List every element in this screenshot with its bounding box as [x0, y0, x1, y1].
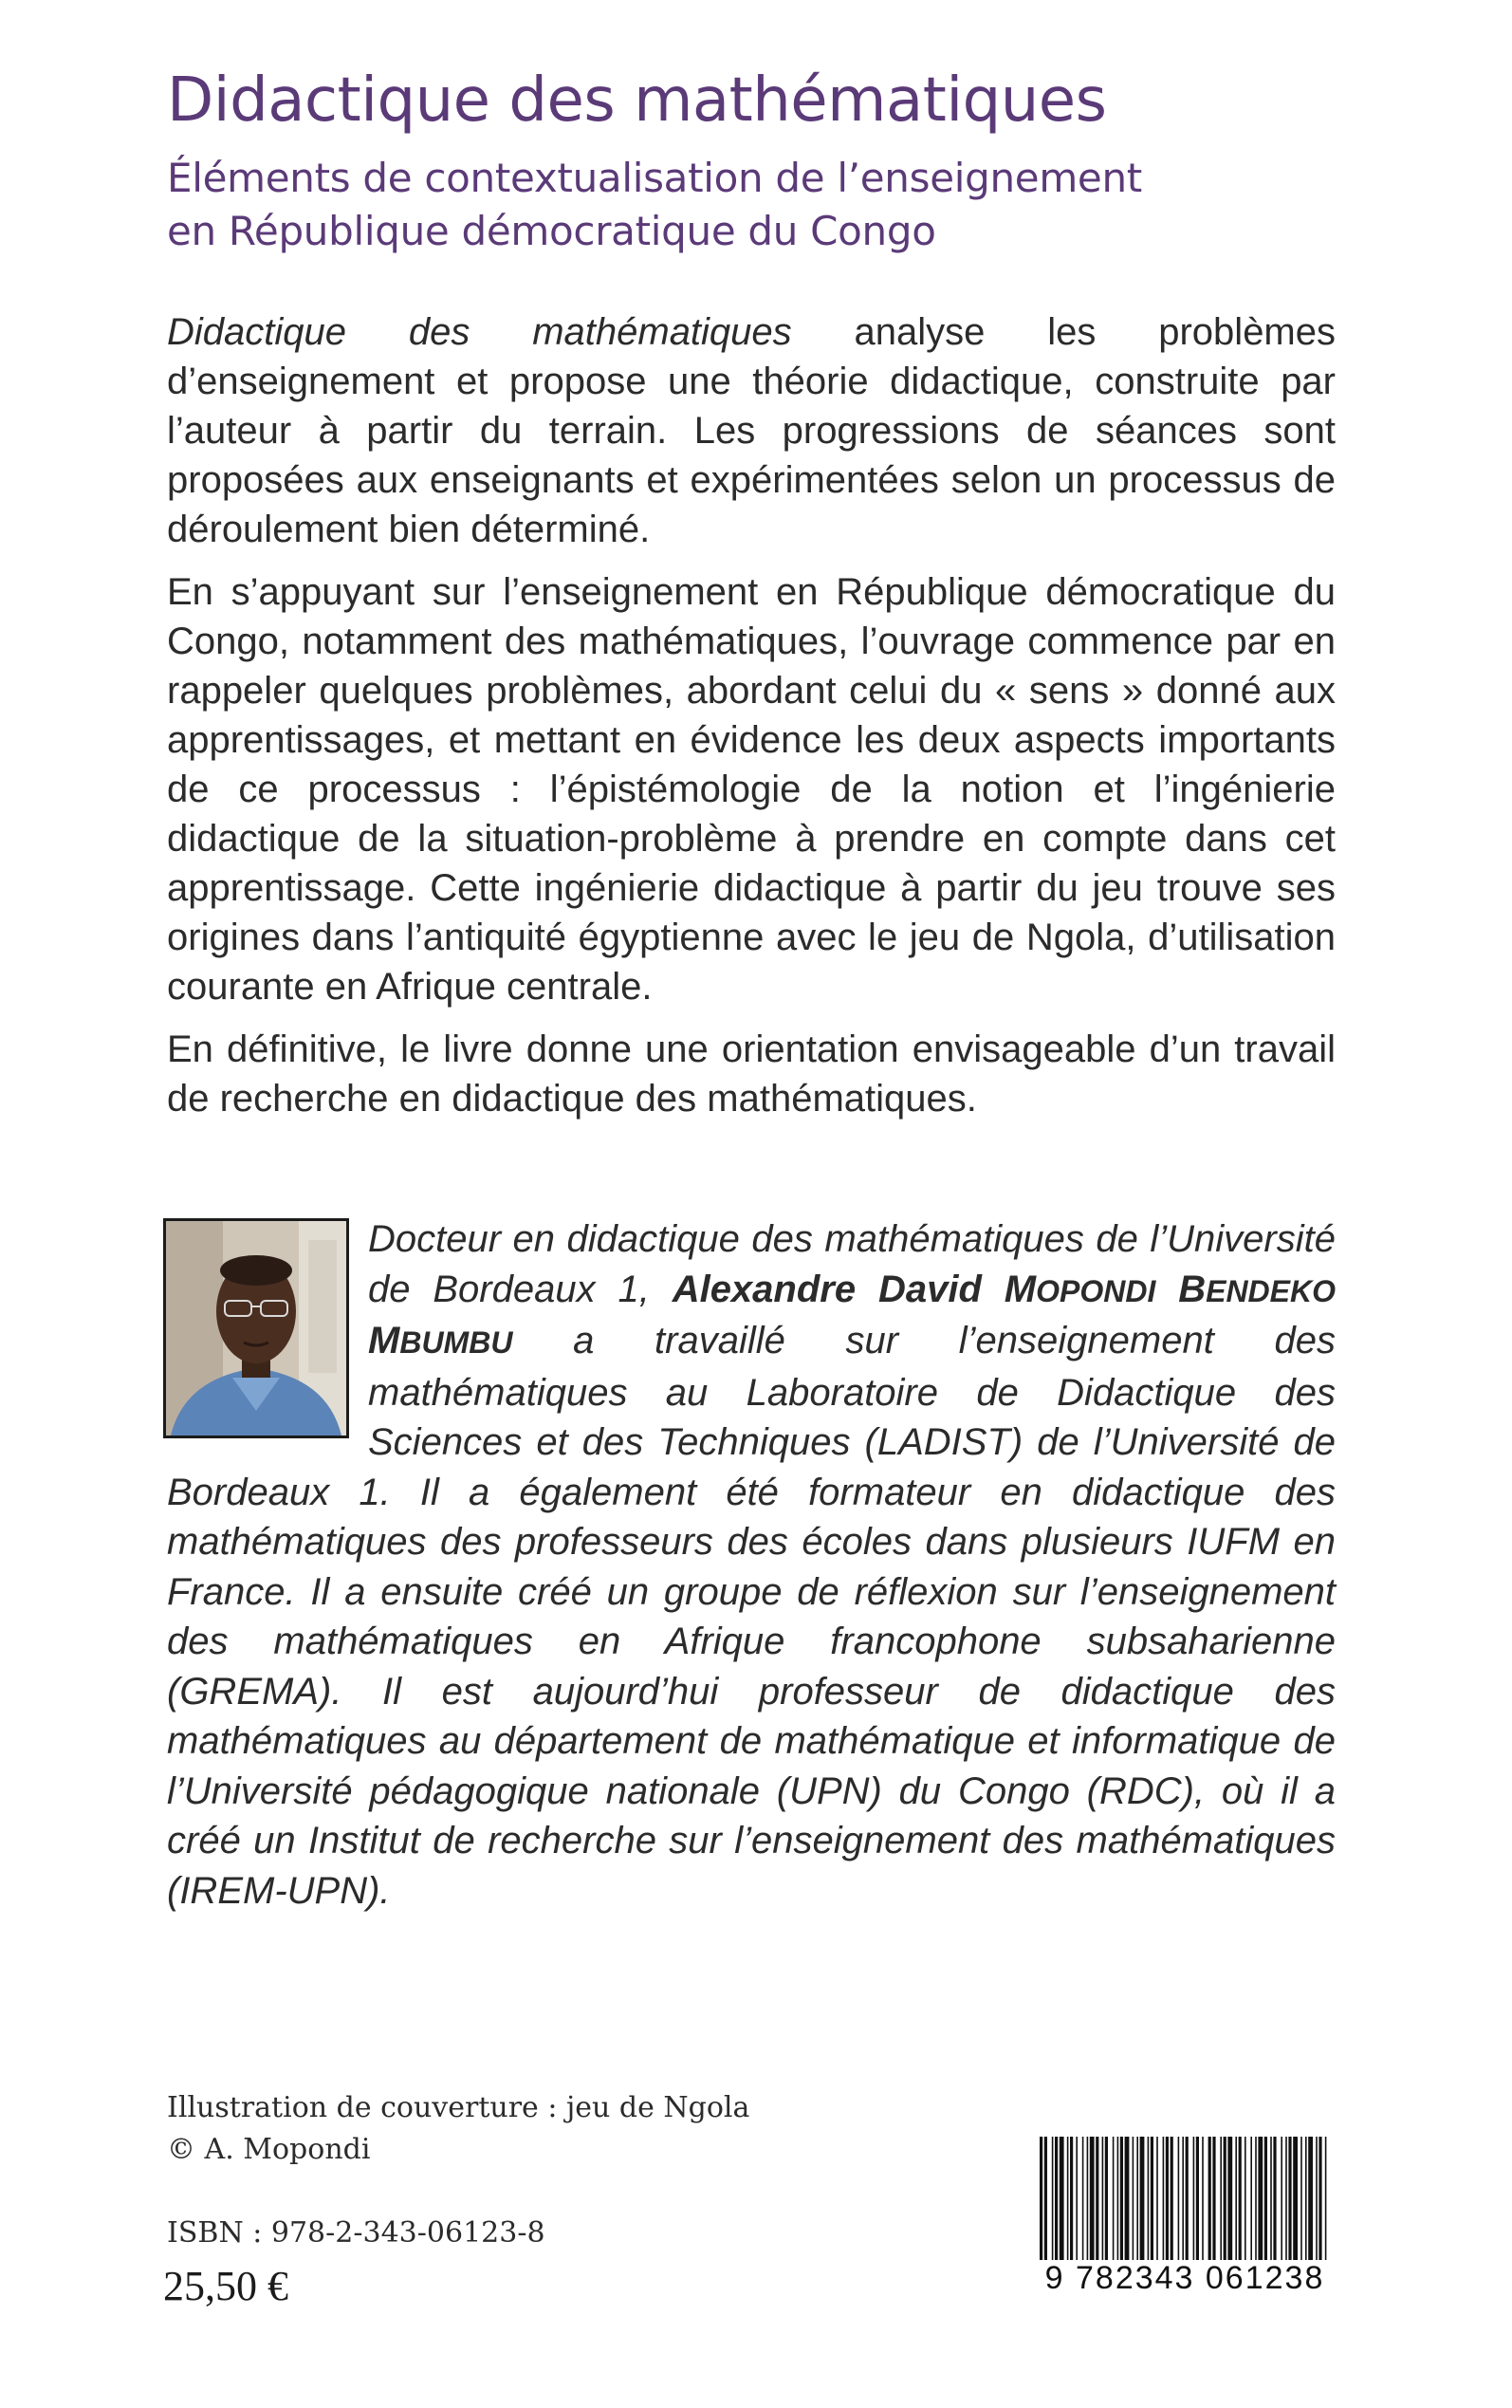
barcode-bar [1288, 2137, 1291, 2260]
barcode-bar [1202, 2137, 1204, 2260]
barcode-bar [1090, 2137, 1095, 2260]
barcode-bar [1148, 2137, 1150, 2260]
book-title: Didactique des mathématiques [167, 65, 1107, 136]
barcode [1034, 2137, 1336, 2304]
barcode-bar [1117, 2137, 1119, 2260]
barcode-bar [1318, 2137, 1321, 2260]
barcode-bar [1264, 2137, 1267, 2260]
barcode-bar [1208, 2137, 1211, 2260]
barcode-bar [1113, 2137, 1115, 2260]
bio-body: a travaillé sur l’enseignement des mathématiques au Laboratoire de Didactique des Sciences et des Techniques (LADIST) de l’Université de Bordeaux 1. Il a également été formateur en didactique des mathématiques des professeurs des écoles dans plusieurs IUFM en France. Il a ensuite créé un groupe de réflexion sur l’enseignement des mathématiques en Afrique francophone subsaharienne (GREMA). Il est aujourd’hui professeur de didactique des mathématiques au département de mathématique et informatique de l’Université pédagogique nationale (UPN) du Congo (RDC), où il a créé un Institut de recherche sur l’enseignement des mathématiques (IREM-UPN). [167, 1320, 1336, 1912]
barcode-bar [1300, 2137, 1302, 2260]
barcode-bar [1258, 2137, 1263, 2260]
barcode-bar [1070, 2137, 1073, 2260]
barcode-bar [1060, 2137, 1064, 2260]
barcode-bar [1235, 2137, 1237, 2260]
description-book-title: Didactique des mathématiques [167, 311, 792, 353]
barcode-bar [1105, 2137, 1108, 2260]
barcode-bar [1087, 2137, 1089, 2260]
barcode-bar [1136, 2137, 1138, 2260]
barcode-bar [1156, 2137, 1158, 2260]
barcode-bar [1076, 2137, 1078, 2260]
cover-credits [167, 2087, 749, 2171]
isbn: ISBN : 978-2-343-06123-8 [167, 2216, 545, 2250]
barcode-bar [1055, 2137, 1058, 2260]
barcode-bar [1239, 2137, 1242, 2260]
photo-spacer [167, 1214, 368, 1463]
barcode-bar [1082, 2137, 1084, 2260]
barcode-bar [1120, 2137, 1123, 2260]
author-name: Alexandre David MOPONDI BENDEKO MBUMBU [368, 1268, 1336, 1361]
subtitle-line-2: en République démocratique du Congo [167, 208, 936, 254]
barcode-bars [1034, 2137, 1336, 2260]
author-biography [167, 1214, 1336, 1916]
barcode-bar [1182, 2137, 1184, 2260]
barcode-bar [1250, 2137, 1252, 2260]
barcode-bar [1193, 2137, 1195, 2260]
description-paragraph-2: En s’appuyant sur l’enseignement en République démocratique du Congo, notamment des mathématiques, l’ouvrage commence par en rappeler quelques problèmes, abordant celui du « sens » donné aux apprentissages, et mettant en évidence les deux aspects importants de ce processus : l’épistémologie de la notion et l’ingénierie didactique de la situation-problème à prendre en compte dans cet apprentissage. Cette ingénierie didactique à partir du jeu trouve ses origines dans l’antiquité égyptienne avec le jeu de Ngola, d’utilisation courante en Afrique centrale. [167, 571, 1336, 1008]
barcode-bar [1305, 2137, 1307, 2260]
barcode-bar [1163, 2137, 1165, 2260]
barcode-bar [1273, 2137, 1276, 2260]
barcode-bar [1067, 2137, 1069, 2260]
barcode-bar [1151, 2137, 1153, 2260]
barcode-bar [1285, 2137, 1287, 2260]
barcode-bar [1224, 2137, 1226, 2260]
bio-intro: Docteur en didactique des mathématiques de l’Université de Bordeaux 1, [368, 1218, 1336, 1310]
barcode-bar [1125, 2137, 1130, 2260]
barcode-bar [1178, 2137, 1180, 2260]
barcode-bar [1096, 2137, 1098, 2260]
barcode-bar [1102, 2137, 1104, 2260]
price: 25,50 € [163, 2263, 288, 2309]
barcode-bar [1040, 2137, 1042, 2260]
description-paragraph-3: En définitive, le livre donne une orientation envisageable d’un travail de recherche en didactique des mathématiques. [167, 1028, 1336, 1120]
barcode-number: 9 782343 061238 [1044, 2260, 1325, 2296]
barcode-bar [1270, 2137, 1272, 2260]
book-description [167, 307, 1336, 1137]
barcode-bar [1281, 2137, 1282, 2260]
barcode-bar [1293, 2137, 1298, 2260]
illustration-credit: Illustration de couverture : jeu de Ngola [167, 2091, 750, 2124]
description-paragraph-1 [167, 307, 1336, 554]
barcode-bar [1052, 2137, 1054, 2260]
barcode-bar [1220, 2137, 1222, 2260]
barcode-bar [1325, 2137, 1327, 2260]
barcode-bar [1196, 2137, 1199, 2260]
barcode-bar [1171, 2137, 1173, 2260]
barcode-bar [1044, 2137, 1047, 2260]
subtitle-line-1: Éléments de contextualisation de l’enseignement [167, 155, 1142, 201]
barcode-bar [1166, 2137, 1169, 2260]
book-subtitle [167, 152, 1142, 258]
barcode-bar [1316, 2137, 1318, 2260]
barcode-bar [1133, 2137, 1134, 2260]
barcode-bar [1140, 2137, 1145, 2260]
barcode-bar [1227, 2137, 1232, 2260]
copyright-credit: © A. Mopondi [167, 2133, 371, 2166]
description-p1-text: analyse les problèmes d’enseignement et propose une théorie didactique, construite par l’auteur à partir du terrain. Les progressions de séances sont proposées aux enseignants et expérimentées selon un processus de déroulement bien déterminé. [167, 311, 1337, 550]
barcode-bar [1308, 2137, 1313, 2260]
barcode-bar [1255, 2137, 1257, 2260]
barcode-bar [1245, 2137, 1246, 2260]
barcode-bar [1186, 2137, 1189, 2260]
barcode-bar [1212, 2137, 1215, 2260]
